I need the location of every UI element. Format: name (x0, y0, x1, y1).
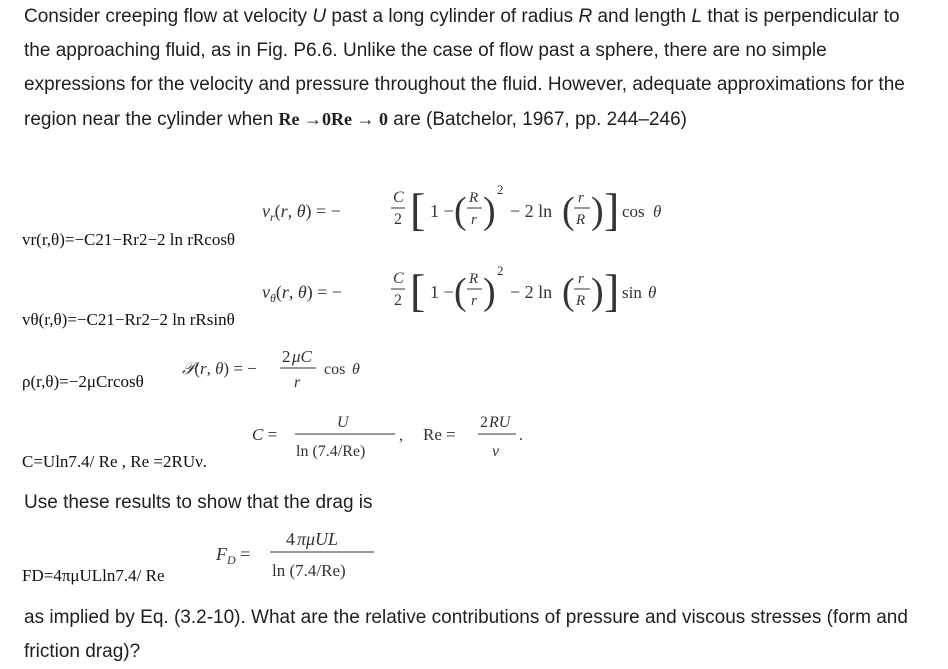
closing-paragraph (24, 601, 924, 669)
intro-text-5: are (Batchelor, 1967, pp. 244–246) (388, 109, 687, 130)
svg-text:U: U (337, 414, 349, 431)
svg-text:(: ( (454, 271, 467, 313)
equation-pressure (176, 340, 376, 401)
svg-text:− 2 ln: − 2 ln (510, 201, 553, 221)
var-L: L (691, 6, 703, 27)
svg-text:(: ( (562, 190, 575, 232)
svg-text:πμUL: πμUL (297, 529, 339, 549)
svg-text:R: R (576, 293, 586, 309)
svg-text:1 −: 1 − (430, 201, 454, 221)
svg-text:ln (7.4/Re): ln (7.4/Re) (296, 443, 366, 460)
svg-text:ln (7.4/Re): ln (7.4/Re) (272, 561, 346, 580)
equation-vtheta (262, 256, 682, 333)
intro-text-4: that is perpendicular to the approaching fluid, as in Fig. P6.6. Unlike the case of flow past a sphere, there are no simple expressions for the velocity and pressure throughout the fluid. However, adequate approximations for the region near the cylinder when (24, 6, 905, 130)
svg-text:): ) (591, 190, 604, 232)
re-inline-math: Re →0Re → 0 (278, 109, 389, 129)
svg-text:[: [ (410, 184, 426, 235)
equation-c-alt-text: C=Uln7.4/ Re , Re =2RUν. (22, 452, 208, 471)
svg-text:): ) (591, 271, 604, 313)
svg-text:,: , (399, 427, 403, 444)
intro-text-3: and length (592, 6, 692, 27)
svg-text:cos: cos (324, 361, 346, 378)
svg-text:2: 2 (394, 292, 402, 309)
svg-text:[: [ (410, 265, 426, 316)
equation-drag (214, 518, 394, 593)
svg-text:(: ( (562, 271, 575, 313)
svg-text:C: C (393, 270, 404, 287)
svg-text:μC: μC (292, 347, 312, 366)
intro-text-1: Consider creeping flow at velocity (24, 6, 313, 27)
svg-text:θ: θ (653, 202, 662, 221)
equation-pressure-render (176, 340, 376, 396)
equation-pressure-alt-text: ρ(r,θ)=−2μCrcosθ (22, 372, 144, 391)
svg-text:): ) (483, 271, 496, 313)
svg-text:cos: cos (622, 202, 645, 221)
svg-text:): ) (483, 190, 496, 232)
svg-text:C: C (393, 189, 404, 206)
svg-text:]: ] (604, 265, 620, 316)
svg-text:θ: θ (648, 283, 657, 302)
var-U: U (312, 6, 327, 27)
svg-text:4: 4 (286, 529, 295, 549)
svg-text:2: 2 (497, 263, 504, 278)
svg-text:]: ] (604, 184, 620, 235)
svg-text:(: ( (454, 190, 467, 232)
svg-text:1 −: 1 − (430, 282, 454, 302)
equation-c-re-render (250, 406, 550, 466)
svg-text:2: 2 (394, 211, 402, 228)
equation-vr (262, 172, 682, 249)
svg-text:.: . (519, 427, 523, 444)
svg-text:r: r (578, 190, 584, 206)
svg-text:C =: C = (252, 425, 278, 444)
svg-text:R: R (469, 271, 479, 287)
svg-text:ν: ν (492, 443, 500, 460)
intro-text-2: past a long cylinder of radius (326, 6, 579, 27)
equation-vr-render (262, 172, 682, 244)
equation-vtheta-alt-text: vθ(r,θ)=−C21−Rr2−2 ln rRsinθ (22, 310, 235, 329)
svg-text:2: 2 (282, 347, 291, 366)
svg-text:R: R (576, 212, 586, 228)
svg-text:2: 2 (497, 182, 504, 197)
intro-paragraph (24, 0, 924, 137)
svg-text:sin: sin (622, 283, 642, 302)
svg-text:− 2 ln: − 2 ln (510, 282, 553, 302)
equation-drag-alt-text: FD=4πμULln7.4/ Re (22, 566, 165, 585)
var-R: R (578, 6, 593, 27)
svg-text:r: r (471, 212, 477, 228)
svg-text:R: R (469, 190, 479, 206)
svg-text:r: r (471, 293, 477, 309)
svg-text:vθ(r, θ) = −: $v_\theta(r$, θ) = − (262, 282, 343, 305)
svg-text:Re =: Re = (423, 425, 456, 444)
svg-text:vr(r, θ) = −: $v_r(r$, θ) = − (262, 201, 341, 224)
equation-vtheta-render (262, 256, 682, 328)
svg-text:RU: RU (489, 414, 511, 431)
equation-drag-render (214, 518, 394, 588)
equation-c-re (250, 406, 550, 471)
equation-vr-alt-text: vr(r,θ)=−C21−Rr2−2 ln rRcosθ (22, 230, 236, 249)
svg-text:FD =: $F_D$ = (216, 544, 251, 567)
svg-text:r: r (578, 271, 584, 287)
middle-sentence (24, 486, 924, 520)
svg-text:r: r (294, 374, 301, 391)
middle-text: Use these results to show that the drag is (24, 492, 373, 513)
svg-text:𝒫(r, θ) = −: 𝒫(r, θ) = − (182, 359, 257, 378)
svg-text:θ: θ (352, 361, 360, 378)
svg-text:2: 2 (480, 414, 488, 431)
closing-text: as implied by Eq. (3.2-10). What are the relative contributions of pressure and viscous stresses (form and friction drag)? (24, 607, 908, 662)
